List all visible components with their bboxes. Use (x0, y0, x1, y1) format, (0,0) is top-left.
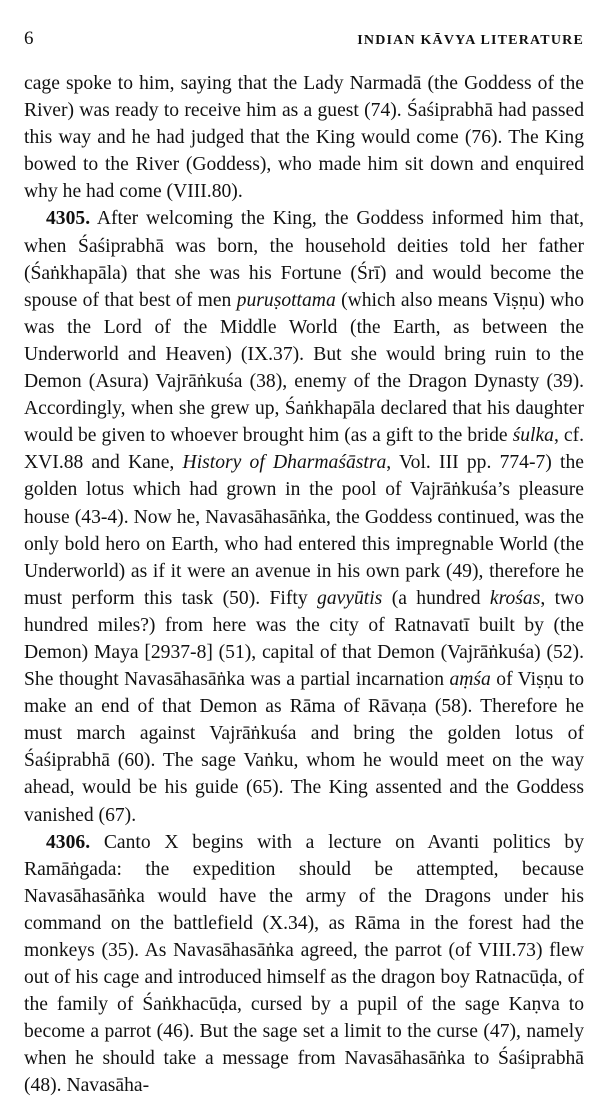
page-number: 6 (24, 28, 34, 49)
italic-term: krośas (489, 587, 541, 609)
text-run: , Vol. III pp. 774-7) the golden lotus which had grown in the pool of Vajrāṅkuśa’s pleasure house (43-4). Now he, Navasāhasāṅka, the Goddess continued, was the only bold hero on Earth, who had entered this impregnable World (the Underworld) as if it were an avenue in his own park (49), therefore he must perform this task (50). Fifty (24, 452, 584, 609)
italic-term: puruṣottama (236, 289, 336, 311)
text-run: , cf. XVI.88 and Kane, (24, 425, 584, 474)
text-run: , two hundred miles?) from here was the city of Ratnavatī built by (the Demon) Maya [2937-8] (51), capital of that Demon (Vajrāṅkuśa) (52). She thought Navasāhasāṅka was a partial incarnation (24, 587, 585, 691)
running-header (24, 28, 584, 56)
italic-book-title: History of Dharmaśāstra (182, 452, 387, 474)
paragraph-4305 (24, 205, 584, 828)
text-run: (a hundred (382, 587, 490, 609)
text-run: Canto X begins with a lecture on Avanti politics by Ramāṅgada: the expedition should be attempted, because Navasāhasāṅka would have the army of the Dragons under his command on the battlefield (X.34), as Rāma in the forest had the monkeys (35). As Navasāhasāṅka agreed, the parrot (of VIII.73) flew out of his cage and introduced himself as the dragon boy Ratnacūḍa, of the family of Śaṅkhacūḍa, cursed by a pupil of the sage Kaṇva to become a parrot (46). But the sage set a limit to the curse (47), namely when he should take a message from Navasāhasāṅka to Śaśiprabhā (48). Navasāha- (24, 831, 584, 1097)
text-run: After welcoming the King, the Goddess informed him that, when Śaśiprabhā was born, the household deities told her father (Śaṅkhapāla) that she was his Fortune (Śrī) and would become the spouse of that best of men (24, 208, 584, 311)
text-run: (which also means Viṣṇu) who was the Lord of the Middle World (the Earth, as between the Underworld and Heaven) (IX.37). But she would bring ruin to the Demon (Asura) Vajrāṅkuśa (38), enemy of the Dragon Dynasty (39). Accordingly, when she grew up, Śaṅkhapāla declared that his daughter would be given to whoever brought him (as a gift to the bride (24, 289, 584, 447)
italic-term: gavyūtis (317, 587, 383, 609)
italic-term: aṃśa (449, 669, 491, 691)
text-run: of Viṣṇu to make an end of that Demon as Rāma of Rāvaṇa (58). Therefore he must march against Vajrāṅkuśa and bring the golden lotus of Śaśiprabhā (60). The sage Vaṅku, whom he would meet on the way ahead, would be his guide (65). The King assented and the Goddess vanished (67). (24, 669, 584, 826)
running-title: INDIAN KĀVYA LITERATURE (357, 33, 584, 48)
section-number: 4305. (46, 208, 91, 230)
text-run: cage spoke to him, saying that the Lady Narmadā (the Goddess of the River) was ready to receive him as a guest (74). Śaśiprabhā had passed this way and he had judged that the King would come (76). The King bowed to the River (Goddess), who made him sit down and enquired why he had come (VIII.80). (24, 73, 584, 203)
book-page (24, 28, 584, 1100)
body-text (24, 70, 584, 1100)
italic-term: śulka (512, 425, 554, 447)
section-number: 4306. (46, 831, 91, 853)
paragraph-1 (24, 70, 584, 205)
